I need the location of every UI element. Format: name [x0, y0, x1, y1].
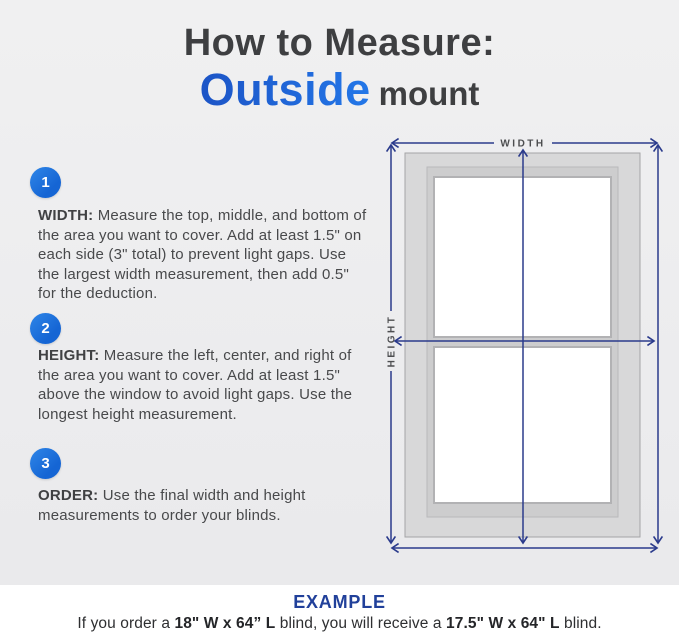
example-footer: [0, 585, 679, 644]
title-mount-word: mount: [378, 74, 480, 112]
width-arrow-label: WIDTH: [500, 138, 546, 150]
example-middle: blind, you will receive a: [275, 615, 447, 632]
step-3-description: Use the final width and height measurements to order your blinds.: [38, 487, 306, 524]
window-measuring-diagram: [375, 128, 679, 570]
example-suffix: blind.: [559, 615, 602, 632]
example-heading: EXAMPLE: [293, 592, 386, 612]
page-title: [0, 24, 679, 113]
title-line1: How to Measure:: [183, 22, 496, 64]
step-2-label: HEIGHT:: [38, 347, 100, 364]
step-1-description: Measure the top, middle, and bottom of the area you want to cover. Add at least 1.5" on each side (3" total) to prevent light gaps. Use the largest width measurement, then add 0.5" for the deduction.: [38, 207, 367, 303]
step-2-text: [38, 346, 370, 424]
height-arrow-label: HEIGHT: [386, 314, 398, 368]
title-line2: [0, 63, 679, 115]
step-1-label: WIDTH:: [38, 207, 94, 224]
step-1-text: [38, 206, 370, 304]
example-prefix: If you order a: [77, 615, 175, 632]
example-order-size: 18" W x 64” L: [174, 615, 276, 632]
step-2-badge: 2: [30, 313, 61, 344]
example-sentence: [0, 615, 679, 633]
step-1-badge: 1: [30, 167, 61, 198]
step-3-text: [38, 486, 370, 525]
title-mount-type: Outside: [199, 63, 371, 115]
step-3-badge: 3: [30, 448, 61, 479]
example-received-size: 17.5" W x 64" L: [446, 615, 560, 632]
step-2-description: Measure the left, center, and right of the area you want to cover. Add at least 1.5" above the window to avoid light gaps. Use the longest height measurement.: [38, 347, 353, 423]
step-3-label: ORDER:: [38, 487, 99, 504]
